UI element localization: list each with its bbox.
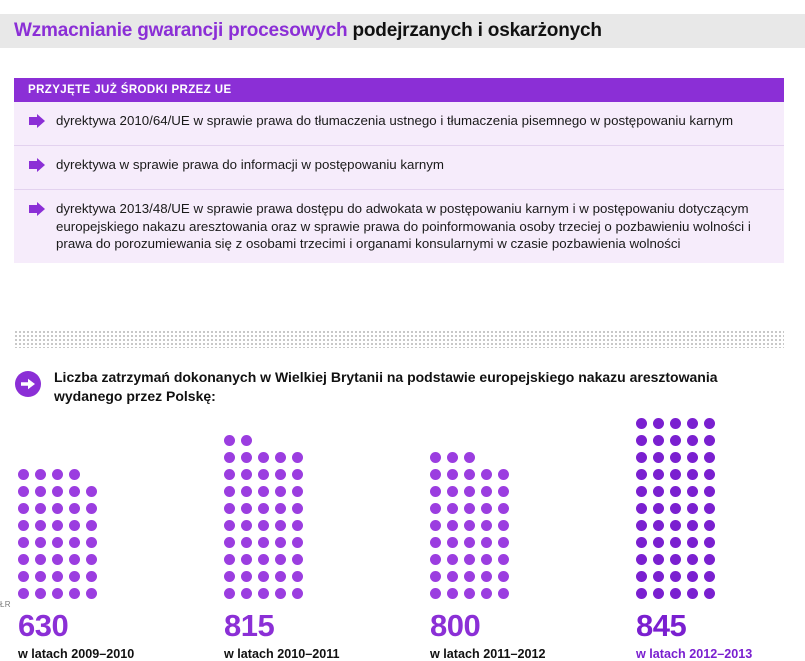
chart-dot (430, 469, 441, 480)
arrow-right-icon (28, 158, 46, 179)
chart-dot (52, 520, 63, 531)
chart-dot (653, 469, 664, 480)
chart-dot (241, 503, 252, 514)
chart-dot (704, 503, 715, 514)
measures-panel-title: PRZYJĘTE JUŻ ŚRODKI PRZEZ UE (14, 78, 784, 102)
chart-dot (687, 452, 698, 463)
chart-dot (18, 554, 29, 565)
chart-dot-placeholder (52, 418, 63, 429)
chart-dot (224, 520, 235, 531)
chart-dot-placeholder (430, 435, 441, 446)
chart-dot (636, 571, 647, 582)
chart-dot-placeholder (292, 435, 303, 446)
chart-dot (704, 486, 715, 497)
chart-dot (18, 537, 29, 548)
chart-dot (69, 486, 80, 497)
chart-dot (52, 469, 63, 480)
chart-dot-placeholder (275, 418, 286, 429)
chart-column (224, 418, 340, 661)
chart-dot (18, 486, 29, 497)
chart-dot (498, 520, 509, 531)
chart-dot (241, 452, 252, 463)
chart-dot (52, 571, 63, 582)
chart-dot (241, 554, 252, 565)
chart-dot (481, 469, 492, 480)
chart-dot (430, 537, 441, 548)
chart-dot-placeholder (275, 435, 286, 446)
chart-dot (636, 418, 647, 429)
chart-dot (292, 452, 303, 463)
chart-dot (430, 452, 441, 463)
chart-dot (464, 486, 475, 497)
source-credit: ŁR (0, 600, 11, 609)
chart-dot (241, 588, 252, 599)
chart-dot (704, 537, 715, 548)
chart-column-value: 800 (430, 608, 481, 643)
chart-dot (687, 418, 698, 429)
chart-dot (275, 503, 286, 514)
chart-dot (636, 588, 647, 599)
chart-dot-placeholder (498, 418, 509, 429)
chart-dot (704, 571, 715, 582)
chart-dot (464, 503, 475, 514)
list-item-label: dyrektywa w sprawie prawa do informacji w postępowaniu karnym (56, 157, 444, 172)
chart-dot (241, 435, 252, 446)
chart-dot (464, 469, 475, 480)
chart-dot (258, 503, 269, 514)
chart-dot (653, 588, 664, 599)
chart-dot (704, 469, 715, 480)
chart-dot (653, 452, 664, 463)
chart-dot (447, 469, 458, 480)
chart-dot (670, 503, 681, 514)
chart-dot (653, 537, 664, 548)
chart-dot (670, 435, 681, 446)
chart-dot (35, 554, 46, 565)
chart-dot (86, 588, 97, 599)
chart-dot (447, 554, 458, 565)
chart-dot (481, 486, 492, 497)
chart-dot (35, 571, 46, 582)
chart-dot-placeholder (481, 435, 492, 446)
chart-dot-placeholder (69, 435, 80, 446)
chart-dot (687, 571, 698, 582)
chart-dot (670, 571, 681, 582)
chart-dot (275, 537, 286, 548)
chart-dot (292, 520, 303, 531)
measures-panel (14, 78, 784, 263)
chart-dot (69, 571, 80, 582)
chart-dot (704, 520, 715, 531)
chart-dot (636, 435, 647, 446)
chart-dot (292, 554, 303, 565)
chart-dot-placeholder (464, 435, 475, 446)
chart-dot (498, 469, 509, 480)
chart-dot (687, 435, 698, 446)
chart-dot (464, 554, 475, 565)
chart-dot-placeholder (498, 452, 509, 463)
chart-dot (275, 554, 286, 565)
chart-dot (498, 503, 509, 514)
chart-dot-placeholder (224, 418, 235, 429)
chart-dot (670, 452, 681, 463)
chart-dot-placeholder (86, 418, 97, 429)
chart-dot (86, 520, 97, 531)
chart-dot-placeholder (18, 418, 29, 429)
chart-dot (86, 503, 97, 514)
chart-dot-placeholder (18, 452, 29, 463)
chart-dot (498, 486, 509, 497)
chart-column-dots (430, 418, 546, 602)
chart-dot-placeholder (258, 435, 269, 446)
list-item-label: dyrektywa 2013/48/UE w sprawie prawa dostępu do adwokata w postępowaniu karnym i w postępowaniu dotyczącym europejskiego nakazu aresztowania oraz w sprawie prawa do poinformowania osoby trzeciej o pozbawieniu wolności i prawa do porozumiewania się z osobami trzecimi i organami konsularnymi w czasie pozbawienia wolności (56, 201, 751, 252)
page-title-accent: Wzmacnianie gwarancji procesowych (14, 20, 353, 41)
chart-dot-placeholder (69, 452, 80, 463)
chart-dot-placeholder (292, 418, 303, 429)
chart-dot (86, 571, 97, 582)
chart-dot (258, 554, 269, 565)
chart-dot (292, 469, 303, 480)
chart-dot-placeholder (241, 418, 252, 429)
chart-dot (687, 537, 698, 548)
chart-dot (430, 588, 441, 599)
circle-arrow-right-icon (14, 370, 42, 403)
chart-dot-placeholder (52, 435, 63, 446)
chart-dot (69, 554, 80, 565)
chart-dot (481, 588, 492, 599)
chart-dot-placeholder (86, 469, 97, 480)
chart-column-value: 630 (18, 608, 69, 643)
chart-dot (275, 588, 286, 599)
chart-dot-placeholder (35, 452, 46, 463)
chart-dot-placeholder (447, 418, 458, 429)
chart-column-value: 845 (636, 608, 687, 643)
list-item (14, 145, 784, 189)
chart-dot (430, 503, 441, 514)
chart-dot (35, 503, 46, 514)
chart-dot-placeholder (481, 418, 492, 429)
chart-dot (258, 452, 269, 463)
chart-dot (292, 503, 303, 514)
chart-dot (481, 503, 492, 514)
chart-dot (258, 469, 269, 480)
chart-dot (704, 435, 715, 446)
list-item-label: dyrektywa 2010/64/UE w sprawie prawa do tłumaczenia ustnego i tłumaczenia pisemnego w postępowaniu karnym (56, 113, 734, 128)
chart-column (636, 418, 752, 661)
chart-dot (481, 571, 492, 582)
chart-dot (464, 537, 475, 548)
chart-dot (653, 418, 664, 429)
chart-dot (498, 554, 509, 565)
chart-dot (292, 571, 303, 582)
chart-dot (430, 571, 441, 582)
chart-dot (258, 486, 269, 497)
chart-dot (18, 588, 29, 599)
chart-dot (653, 571, 664, 582)
chart-column-dots (224, 418, 340, 602)
chart-dot (670, 554, 681, 565)
chart-dot (224, 554, 235, 565)
chart-dot (292, 537, 303, 548)
chart-dot (69, 588, 80, 599)
chart-dot (224, 503, 235, 514)
chart-dot (292, 486, 303, 497)
chart-dot (275, 571, 286, 582)
chart-dot-placeholder (69, 418, 80, 429)
arrow-right-icon (28, 202, 46, 223)
list-item (14, 189, 784, 263)
chart-dot (258, 571, 269, 582)
chart-dot (52, 588, 63, 599)
chart-dot-placeholder (52, 452, 63, 463)
chart-dot (18, 503, 29, 514)
page-title (0, 20, 602, 42)
list-item (14, 102, 784, 145)
chart-dot (430, 520, 441, 531)
chart-dot (35, 520, 46, 531)
chart-dot (636, 554, 647, 565)
chart-column-dots (636, 418, 752, 602)
chart-dot (481, 537, 492, 548)
chart-dot-placeholder (447, 435, 458, 446)
chart-dot (275, 486, 286, 497)
chart-dot (430, 554, 441, 565)
chart-dot-placeholder (86, 435, 97, 446)
chart-dot (18, 571, 29, 582)
chart-dot (86, 554, 97, 565)
chart-dot (636, 469, 647, 480)
chart-dot (52, 503, 63, 514)
chart-dot (241, 537, 252, 548)
chart-dot (35, 588, 46, 599)
chart-dot (670, 520, 681, 531)
chart-dot (464, 452, 475, 463)
chart-dot (447, 452, 458, 463)
chart-column-value: 815 (224, 608, 275, 643)
chart-dot (18, 520, 29, 531)
chart-dot (687, 520, 698, 531)
chart-dot (224, 588, 235, 599)
chart-dot (275, 469, 286, 480)
chart-dot (258, 588, 269, 599)
chart-dot (464, 520, 475, 531)
chart-dot (224, 537, 235, 548)
chart-dot (258, 520, 269, 531)
chart-dot-placeholder (464, 418, 475, 429)
chart-dot (704, 588, 715, 599)
chart-dot (481, 520, 492, 531)
page-title-rest: podejrzanych i oskarżonych (352, 20, 602, 41)
chart-dot (687, 469, 698, 480)
chart-dot (292, 588, 303, 599)
chart-dot (653, 503, 664, 514)
chart-dot (35, 469, 46, 480)
chart-dot (52, 486, 63, 497)
chart-dot (636, 452, 647, 463)
chart-dot (258, 537, 269, 548)
chart-dot (636, 503, 647, 514)
chart-dot (447, 486, 458, 497)
chart-dot (447, 537, 458, 548)
chart-dot-placeholder (35, 418, 46, 429)
page-header (0, 14, 805, 48)
chart-dot-placeholder (18, 435, 29, 446)
chart-dot (498, 571, 509, 582)
chart-dot (241, 469, 252, 480)
chart-dot (35, 537, 46, 548)
chart-dot (636, 537, 647, 548)
chart-dot (447, 588, 458, 599)
chart-dot (224, 469, 235, 480)
chart-dot (52, 554, 63, 565)
chart-dot-placeholder (481, 452, 492, 463)
chart-dot (670, 588, 681, 599)
chart-column (430, 418, 546, 661)
chart-dot (35, 486, 46, 497)
chart-dot (86, 537, 97, 548)
chart-dot (670, 537, 681, 548)
chart-dot (653, 435, 664, 446)
chart-dot (687, 588, 698, 599)
chart-dot (447, 520, 458, 531)
chart-dot (704, 554, 715, 565)
chart-dot (498, 588, 509, 599)
chart-dot (704, 452, 715, 463)
chart-dot (447, 571, 458, 582)
chart-dot (464, 588, 475, 599)
chart-dot (69, 469, 80, 480)
chart-dot (670, 469, 681, 480)
chart-dot-placeholder (35, 435, 46, 446)
chart-dot (241, 571, 252, 582)
chart-dot-placeholder (430, 418, 441, 429)
chart-dot (464, 571, 475, 582)
chart-dot (69, 503, 80, 514)
chart-dot (687, 554, 698, 565)
chart-dot (636, 486, 647, 497)
chart-dot (670, 418, 681, 429)
arrow-right-icon (28, 114, 46, 135)
chart-dot (430, 486, 441, 497)
chart-dot (224, 452, 235, 463)
chart-column-dots (18, 418, 134, 602)
chart-caption-label: Liczba zatrzymań dokonanych w Wielkiej Brytanii na podstawie europejskiego nakazu aresztowania wydanego przez Polskę: (54, 369, 718, 404)
chart-dot (224, 571, 235, 582)
chart-dot (704, 418, 715, 429)
chart-dot (670, 486, 681, 497)
chart-dot (69, 520, 80, 531)
chart-dot (18, 469, 29, 480)
chart-dot (241, 486, 252, 497)
chart-dot (653, 486, 664, 497)
chart-dot (653, 554, 664, 565)
chart-dot (447, 503, 458, 514)
chart-dot (498, 537, 509, 548)
chart-dot-placeholder (86, 452, 97, 463)
chart-dot-placeholder (498, 435, 509, 446)
chart-dot (275, 520, 286, 531)
chart-dot (687, 486, 698, 497)
chart-dot (224, 435, 235, 446)
chart-dot (224, 486, 235, 497)
chart-column-label: w latach 2009–2010 (18, 647, 135, 661)
chart-column (18, 418, 134, 661)
chart-caption (14, 368, 784, 406)
chart-dot (52, 537, 63, 548)
chart-dot (653, 520, 664, 531)
chart-dot (275, 452, 286, 463)
chart-dot (636, 520, 647, 531)
chart-column-label: w latach 2012–2013 (636, 647, 753, 661)
chart-dot (687, 503, 698, 514)
chart-dot (241, 520, 252, 531)
chart-dot-placeholder (258, 418, 269, 429)
chart-column-label: w latach 2010–2011 (224, 647, 340, 661)
chart-dot (69, 537, 80, 548)
dotted-divider (14, 330, 784, 348)
chart-column-label: w latach 2011–2012 (430, 647, 546, 661)
chart-dot (86, 486, 97, 497)
pictogram-chart (14, 418, 804, 661)
chart-dot (481, 554, 492, 565)
